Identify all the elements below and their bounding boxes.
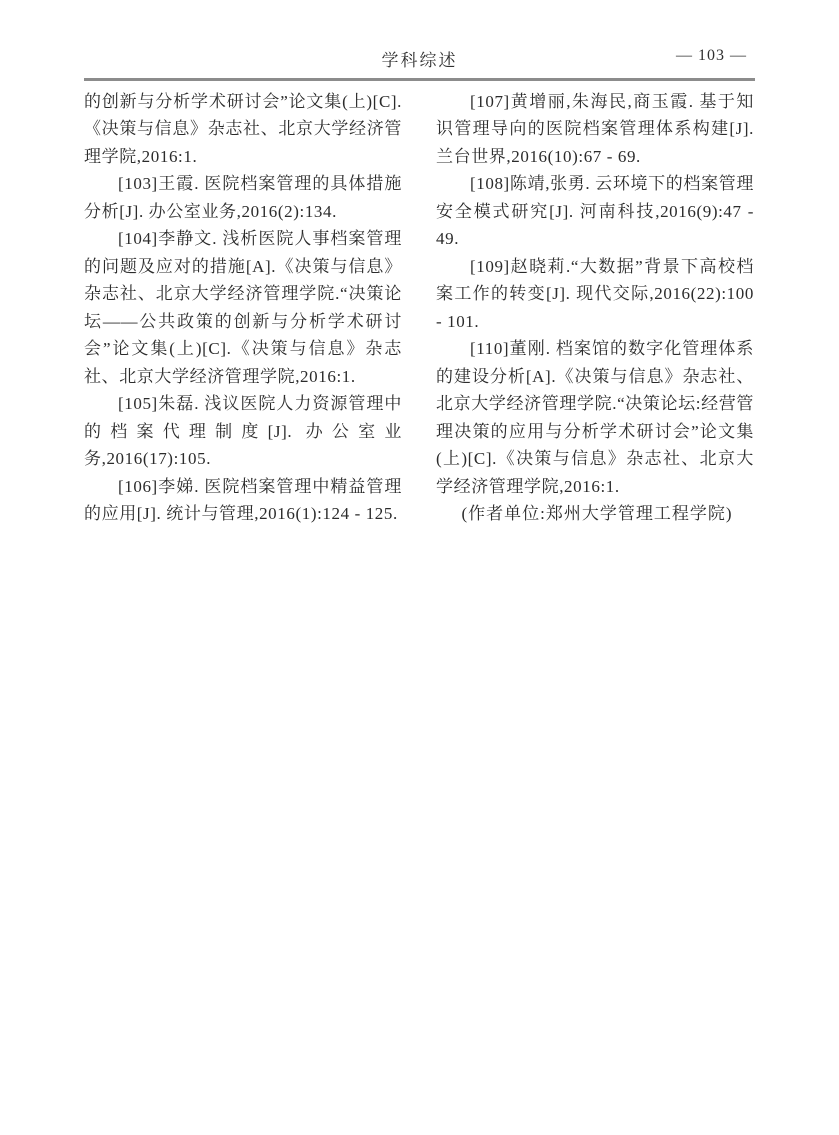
author-affiliation: (作者单位:郑州大学管理工程学院) (461, 504, 733, 523)
page-content (84, 46, 755, 528)
page-header (84, 46, 755, 81)
left-column (84, 88, 402, 528)
reference-item-109: [109]赵晓莉.“大数据”背景下高校档案工作的转变[J]. 现代交际,2016(22):100 - 101. (436, 256, 754, 331)
page-number: — 103 — (676, 47, 747, 64)
reference-item-106: [106]李娣. 医院档案管理中精益管理的应用[J]. 统计与管理,2016(1):124 - 125. (84, 476, 402, 523)
reference-item-104: [104]李静文. 浅析医院人事档案管理的问题及应对的措施[A].《决策与信息》杂志社、北京大学经济管理学院.“决策论坛——公共政策的创新与分析学术研讨会”论文集(上)[C].《决策与信息》杂志社、北京大学经济管理学院,2016:1. (84, 229, 402, 386)
reference-continuation: 的创新与分析学术研讨会”论文集(上)[C].《决策与信息》杂志社、北京大学经济管理学院,2016:1. (84, 91, 402, 166)
reference-columns (84, 88, 755, 528)
header-rule (84, 78, 755, 81)
header-row (84, 46, 755, 70)
reference-item-107: [107]黄增丽,朱海民,商玉霞. 基于知识管理导向的医院档案管理体系构建[J]. 兰台世界,2016(10):67 - 69. (436, 91, 754, 166)
right-column (436, 88, 754, 528)
reference-item-108: [108]陈靖,张勇. 云环境下的档案管理安全模式研究[J]. 河南科技,2016(9):47 - 49. (436, 174, 754, 248)
running-head-title: 学科综述 (381, 51, 458, 70)
reference-item-105: [105]朱磊. 浅议医院人力资源管理中的档案代理制度[J]. 办公室业务,2016(17):105. (84, 394, 402, 468)
reference-item-103: [103]王霞. 医院档案管理的具体措施分析[J]. 办公室业务,2016(2):134. (84, 174, 402, 221)
reference-item-110: [110]董刚. 档案馆的数字化管理体系的建设分析[A].《决策与信息》杂志社、北京大学经济管理学院.“决策论坛:经营管理决策的应用与分析学术研讨会”论文集(上)[C].《决策与信息》杂志社、北京大学经济管理学院,2016:1. (436, 339, 754, 496)
